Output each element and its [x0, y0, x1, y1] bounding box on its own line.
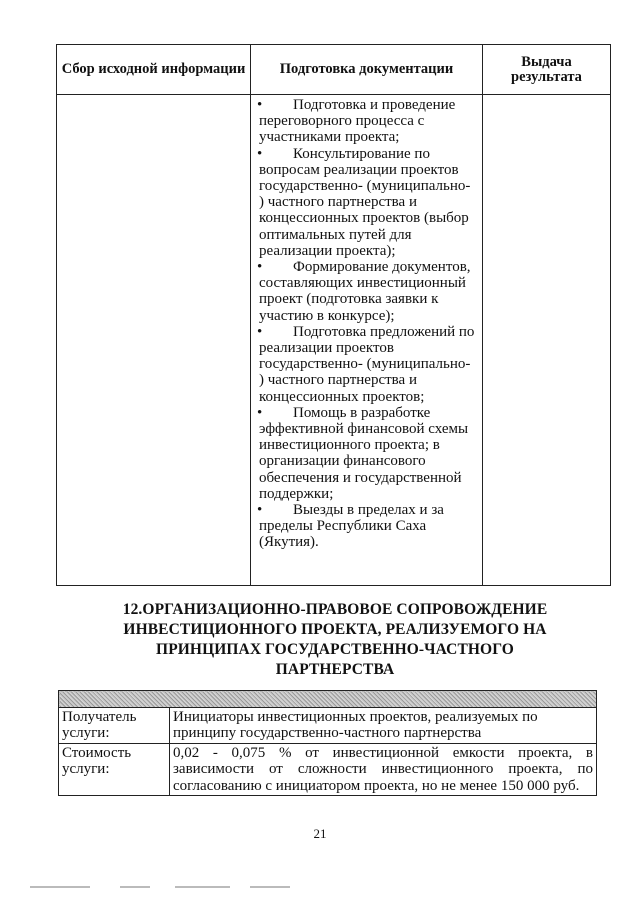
- data-collection-cell: [57, 95, 251, 586]
- header-result-delivery: Выдача результата: [483, 45, 611, 95]
- list-item: • Выезды в пределах и за пределы Республики Саха (Якутия).: [257, 502, 444, 551]
- table-row: [59, 743, 597, 795]
- scan-artifact: [250, 886, 290, 888]
- header-data-collection: Сбор исходной информации: [57, 45, 251, 95]
- table-row: [59, 708, 597, 744]
- bullet-icon: •: [257, 97, 263, 113]
- service-info-table: [58, 690, 597, 796]
- shaded-header-cell: [59, 691, 597, 708]
- scan-artifact: [120, 886, 150, 888]
- services-stages-table: [56, 44, 611, 586]
- bullet-icon: •: [257, 323, 263, 340]
- section-title-line: ИНВЕСТИЦИОННОГО ПРОЕКТА, РЕАЛИЗУЕМОГО НА: [123, 621, 547, 638]
- cost-label: Стоимость услуги:: [59, 743, 170, 795]
- section-title-line: ПРИНЦИПАХ ГОСУДАРСТВЕННО-ЧАСТНОГО: [156, 641, 514, 658]
- bullet-icon: •: [257, 502, 263, 519]
- table-header-row: [57, 45, 611, 95]
- section-title-line: ПАРТНЕРСТВА: [275, 661, 395, 678]
- documentation-list: [251, 95, 482, 551]
- documentation-cell: [251, 95, 483, 586]
- recipient-value: Инициаторы инвестиционных проектов, реализуемых по принципу государственно-частного партнерства: [170, 708, 597, 744]
- list-item: • Консультирование по вопросам реализации проектов государственно- (муниципально- ) частного партнерства и концессионных проектов (выбор оптимальных путей для реализации проекта);: [257, 145, 471, 259]
- shaded-header-row: [59, 691, 597, 708]
- list-item: • Помощь в разработке эффективной финансовой схемы инвестиционного проекта; в организации финансового обеспечения и государственной поддержки;: [257, 404, 469, 502]
- section-title-line: 12.ОРГАНИЗАЦИОННО-ПРАВОВОЕ СОПРОВОЖДЕНИЕ: [122, 601, 548, 618]
- page-number: 21: [313, 826, 327, 841]
- table-row: [57, 95, 611, 586]
- bullet-icon: •: [257, 259, 263, 276]
- list-item: • Подготовка предложений по реализации проектов государственно- (муниципально- ) частного партнерства и концессионных проектов;: [257, 323, 475, 405]
- list-item: • Подготовка и проведение переговорного процесса с участниками проекта;: [257, 97, 456, 146]
- scan-artifact: [175, 886, 230, 888]
- scan-artifact: [30, 886, 90, 888]
- list-item: • Формирование документов, составляющих инвестиционный проект (подготовка заявки к участию в конкурсе);: [257, 259, 471, 324]
- recipient-label: Получатель услуги:: [59, 708, 170, 744]
- section-title: [110, 600, 560, 680]
- bullet-icon: •: [257, 145, 263, 162]
- header-documentation: Подготовка документации: [251, 45, 483, 95]
- bullet-icon: •: [257, 404, 263, 421]
- result-delivery-cell: [483, 95, 611, 586]
- cost-value: 0,02 - 0,075 % от инвестиционной емкости проекта, в зависимости от сложности инвестиционного проекта, по согласованию с инициатором проекта, но не менее 150 000 руб.: [170, 743, 597, 795]
